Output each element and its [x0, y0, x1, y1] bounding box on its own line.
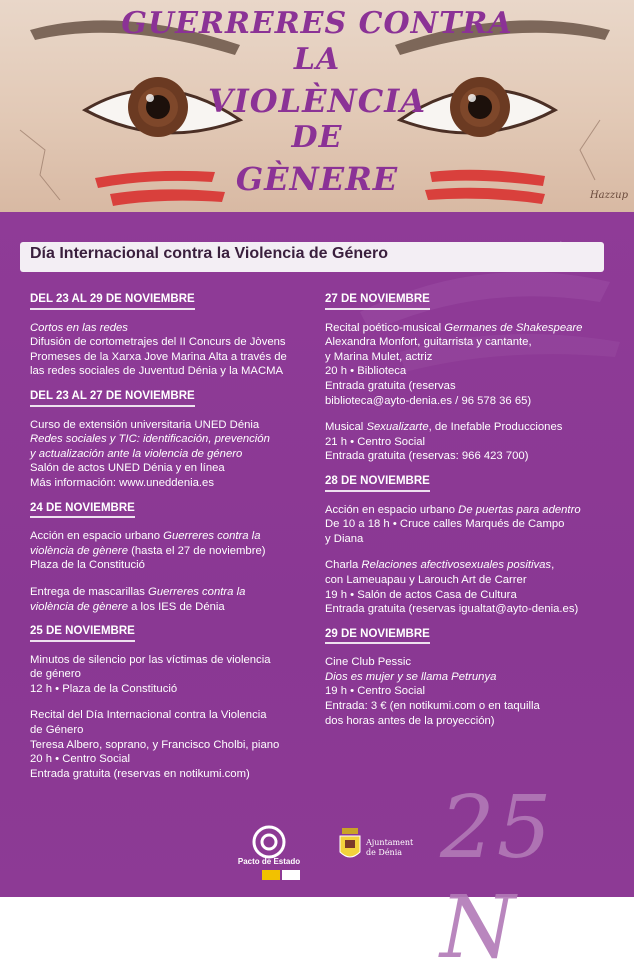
- event-line: [325, 602, 615, 617]
- event-line: [325, 684, 615, 699]
- event-line: [325, 435, 615, 450]
- event-section: [30, 389, 315, 491]
- event-section: [325, 474, 615, 617]
- event-line: [30, 600, 315, 615]
- event-line: [30, 350, 315, 365]
- pacto-logo-icon: [252, 825, 286, 859]
- title-line-4: DE: [291, 120, 343, 155]
- event-section: [325, 627, 615, 729]
- event-text: Cortos en las redes: [30, 321, 128, 334]
- event-line: [30, 418, 315, 433]
- section-date-heading: 28 DE NOVIEMBRE: [325, 474, 430, 492]
- event-line: [30, 529, 315, 544]
- event-section: [30, 624, 315, 781]
- event-text: Charla: [325, 559, 362, 572]
- event-text: Cine Club Pessic: [325, 656, 412, 669]
- event-line: [30, 682, 315, 697]
- spacer: [30, 573, 315, 585]
- event-text: 21 h • Centro Social: [325, 435, 426, 448]
- event-text: Teresa Albero, soprano, y Francisco Cholbi, piano: [30, 738, 280, 751]
- event-title-italic: Germanes de Shakespeare: [444, 321, 583, 334]
- event-title-italic: Relaciones afectivosexuales positivas: [361, 559, 552, 572]
- event-line: [30, 708, 315, 723]
- event-line: [325, 699, 615, 714]
- event-text: y Marina Mulet, actriz: [325, 350, 433, 363]
- event-text: biblioteca@ayto-denia.es / 96 578 36 65): [325, 394, 532, 407]
- title-line-2: LA: [293, 42, 341, 77]
- event-line: [30, 653, 315, 668]
- event-text: y actualización ante la violencia de género: [30, 447, 243, 460]
- government-logos-icon: [262, 870, 302, 880]
- event-text: Minutos de silencio por las víctimas de violencia: [30, 653, 271, 666]
- event-line: [30, 476, 315, 491]
- event-text: 20 h • Centro Social: [30, 753, 131, 766]
- event-text: Entrada gratuita (reservas en notikumi.com): [30, 767, 250, 780]
- event-text: dos horas antes de la proyección): [325, 714, 495, 727]
- event-text: Curso de extensión universitaria UNED Dénia: [30, 418, 260, 431]
- event-text: Entrada: 3 € (en notikumi.com o en taquilla: [325, 700, 540, 713]
- big-25n-mark: 25 N: [440, 778, 554, 978]
- event-section: [30, 501, 315, 615]
- event-line: [30, 752, 315, 767]
- event-line: [325, 321, 615, 336]
- spacer: [325, 408, 615, 420]
- spacer: [30, 696, 315, 708]
- right-column: [325, 292, 615, 738]
- event-text: Musical: [325, 421, 367, 434]
- event-line: [325, 655, 615, 670]
- event-text: Entrada gratuita (reservas: [325, 379, 456, 392]
- title-line-5: GÈNERE: [235, 160, 399, 198]
- event-text: Alexandra Monfort, guitarrista y cantante,: [325, 336, 532, 349]
- event-line: [325, 573, 615, 588]
- ajuntament-label: [366, 838, 413, 858]
- event-text: de Género: [30, 724, 84, 737]
- event-line: [325, 532, 615, 547]
- event-line: [325, 379, 615, 394]
- event-text: 19 h • Centro Social: [325, 685, 426, 698]
- ajuntament-line-1: Ajuntament: [366, 838, 414, 847]
- event-line: [325, 670, 615, 685]
- event-text: Plaza de la Constitució: [30, 559, 145, 572]
- event-text: 12 h • Plaza de la Constitució: [30, 682, 178, 695]
- event-text: Entrega de mascarillas: [30, 585, 149, 598]
- title-line-3: VIOLÈNCIA: [207, 82, 427, 120]
- event-line: [325, 394, 615, 409]
- event-text-tail: , de Inefable Producciones: [428, 421, 563, 434]
- event-text: De 10 a 18 h • Cruce calles Marqués de Campo: [325, 518, 565, 531]
- ajuntament-line-2: de Dénia: [366, 848, 403, 857]
- event-line: [325, 714, 615, 729]
- event-line: [30, 723, 315, 738]
- event-text: 20 h • Biblioteca: [325, 365, 407, 378]
- section-date-heading: 27 DE NOVIEMBRE: [325, 292, 430, 310]
- event-title-italic: De puertas para adentro: [458, 503, 581, 516]
- title-line-1: GUERRERES CONTRA: [121, 6, 513, 41]
- event-line: [30, 767, 315, 782]
- event-text-tail: a los IES de Dénia: [127, 600, 225, 613]
- event-line: [325, 420, 615, 435]
- event-text: Salón de actos UNED Dénia y en línea: [30, 462, 225, 475]
- event-section: [325, 292, 615, 464]
- left-column: [30, 292, 315, 791]
- section-date-heading: DEL 23 AL 29 DE NOVIEMBRE: [30, 292, 195, 310]
- pacto-label: Pacto de Estado: [237, 857, 301, 866]
- section-date-heading: 25 DE NOVIEMBRE: [30, 624, 135, 642]
- event-line: [325, 449, 615, 464]
- event-text: Promeses de la Xarxa Jove Marina Alta a través de: [30, 350, 287, 363]
- event-text: Recital poético-musical: [325, 321, 445, 334]
- event-text: Recital del Día Internacional contra la Violencia: [30, 709, 267, 722]
- event-title-italic: Guerreres contra la: [148, 585, 246, 598]
- section-date-heading: 24 DE NOVIEMBRE: [30, 501, 135, 519]
- event-line: [30, 738, 315, 753]
- event-line: [325, 558, 615, 573]
- event-line: [30, 321, 315, 336]
- event-text: Redes sociales y TIC: identificación, prevención: [30, 433, 270, 446]
- event-title-italic: Sexualizarte: [366, 421, 429, 434]
- event-text: Acción en espacio urbano: [325, 503, 459, 516]
- event-line: [30, 432, 315, 447]
- event-line: [30, 585, 315, 600]
- event-line: [30, 667, 315, 682]
- event-text: violència de gènere: [30, 544, 128, 557]
- event-line: [30, 364, 315, 379]
- denia-coat-of-arms-icon: [338, 828, 362, 862]
- event-line: [325, 588, 615, 603]
- event-line: [325, 350, 615, 365]
- event-title-italic: Guerreres contra la: [163, 530, 261, 543]
- event-text: Acción en espacio urbano: [30, 530, 164, 543]
- event-line: [30, 447, 315, 462]
- section-date-heading: 29 DE NOVIEMBRE: [325, 627, 430, 645]
- event-text: y Diana: [325, 532, 364, 545]
- event-text: de género: [30, 668, 81, 681]
- event-text: Entrada gratuita (reservas igualtat@ayto-denia.es): [325, 603, 579, 616]
- event-line: [325, 335, 615, 350]
- event-text-tail: ,: [551, 559, 555, 572]
- event-line: [325, 503, 615, 518]
- event-line: [30, 461, 315, 476]
- event-line: [30, 558, 315, 573]
- section-date-heading: DEL 23 AL 27 DE NOVIEMBRE: [30, 389, 195, 407]
- event-text: las redes sociales de Juventud Dénia y la MACMA: [30, 365, 284, 378]
- artist-signature: Hazzup: [589, 190, 628, 201]
- event-section: [30, 292, 315, 379]
- event-text: 19 h • Salón de actos Casa de Cultura: [325, 588, 517, 601]
- event-line: [30, 335, 315, 350]
- event-line: [325, 517, 615, 532]
- event-text: Difusión de cortometrajes del II Concurs de Jòvens: [30, 336, 286, 349]
- banner-title: Día Internacional contra la Violencia de Género: [30, 245, 389, 262]
- event-text: violència de gènere: [30, 600, 128, 613]
- event-line: [325, 364, 615, 379]
- event-text-tail: (hasta el 27 de noviembre): [127, 544, 266, 557]
- event-line: [30, 544, 315, 559]
- spacer: [325, 546, 615, 558]
- event-text: con Lameuapau y Larouch Art de Carrer: [325, 573, 527, 586]
- event-text: Más información: www.uneddenia.es: [30, 476, 214, 489]
- event-text: Dios es mujer y se llama Petrunya: [325, 670, 497, 683]
- event-text: Entrada gratuita (reservas: 966 423 700): [325, 450, 529, 463]
- hero-artwork: [0, 0, 634, 212]
